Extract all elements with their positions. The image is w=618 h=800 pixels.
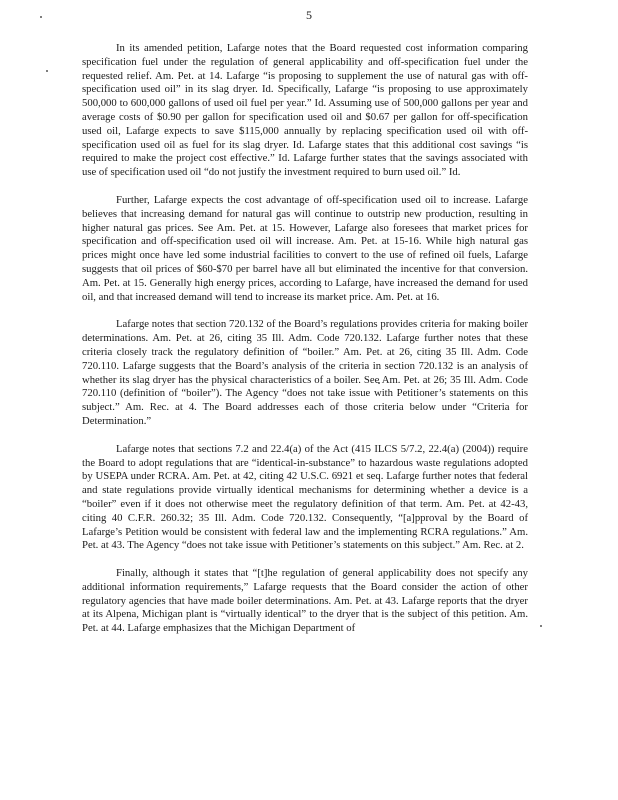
document-body	[82, 42, 528, 649]
paragraph-identical-in-substance: Lafarge notes that sections 7.2 and 22.4(a) of the Act (415 ILCS 5/7.2, 22.4(a) (2004)) require the Board to adopt regulations that are “identical-in-substance” to hazardous waste regulations adopted by USEPA under RCRA. Am. Pet. at 42, citing 42 U.S.C. 6921 et seq. Lafarge further notes that federal and state regulations provide virtually identical mechanisms for determining whether a device is a “boiler” even if it does not otherwise meet the regulatory definition of that term. Am. Pet. at 42-43, citing 40 C.F.R. 260.32; 35 Ill. Adm. Code 720.132. Consequently, “[a]pproval by the Board of Lafarge’s Petition would be consistent with federal law and the implementing RCRA regulations.” Am. Pet. at 43. The Agency “does not take issue with Petitioner’s statements on this subject.” Am. Rec. at 2.	[82, 442, 528, 552]
paragraph-cost-information: In its amended petition, Lafarge notes that the Board requested cost information comparing specification fuel under the regulation of general applicability and off-specification fuel under the requested relief. Am. Pet. at 14. Lafarge “is proposing to supplement the use of natural gas with off-specification used oil” in its slag dryer. Id. Specifically, Lafarge “is proposing to use approximately 500,000 to 600,000 gallons of used oil fuel per year.” Id. Assuming use of 500,000 gallons per year and average costs of $0.90 per gallon for specification used oil and $0.67 per gallon for off-specification used oil, Lafarge expects to save $115,000 annually by replacing specification used oil with off-specification used oil as fuel for its slag dryer. Id. Lafarge states that this additional cost savings “is required to make the project cost effective.” Id. Lafarge further states that the savings associated with use of specification used oil “do not justify the investment required to burn used oil.” Id.	[82, 42, 528, 179]
scan-speck	[46, 70, 48, 72]
paragraph-boiler-criteria: Lafarge notes that section 720.132 of the Board’s regulations provides criteria for making boiler determinations. Am. Pet. at 26, citing 35 Ill. Adm. Code 720.132. Lafarge further notes that these criteria closely track the regulatory definition of “boiler.” Am. Pet. at 26, citing 35 Ill. Adm. Code 720.110. Lafarge suggests that the Board’s analysis of the criteria in section 720.132 is an analysis of whether its slag dryer has the physical characteristics of a boiler. See Am. Pet. at 26; 35 Ill. Adm. Code 720.110 (definition of “boiler”). The Agency “does not take issue with Petitioner’s statements on this subject.” Am. Rec. at 4. The Board addresses each of those criteria below under “Criteria for Determination.”	[82, 318, 528, 427]
scan-speck	[540, 625, 542, 627]
page-number: 5	[306, 8, 312, 22]
paragraph-other-agencies: Finally, although it states that “[t]he regulation of general applicability does not specify any additional information requirements,” Lafarge requests that the Board consider the action of other regulatory agencies that have made boiler determinations. Am. Pet. at 43. Lafarge reports that the dryer at its Alpena, Michigan plant is “virtually identical” to the dryer that is the subject of this petition. Am. Pet. at 44. Lafarge emphasizes that the Michigan Department of	[82, 567, 528, 635]
scan-speck	[40, 16, 42, 18]
paragraph-cost-advantage: Further, Lafarge expects the cost advantage of off-specification used oil to increase. Lafarge believes that increasing demand for natural gas will continue to outstrip new production, resulting in higher natural gas prices. See Am. Pet. at 15. However, Lafarge also foresees that market prices for specification and off-specification used oil will increase. Am. Pet. at 15-16. While high natural gas prices might once have led some industrial facilities to convert to the use of refined oil fuels, Lafarge suggests that oil prices of $60-$70 per barrel have all but eliminated the incentive for that conversion. Am. Pet. at 15. Generally high energy prices, according to Lafarge, have increased the demand for used oil, and that increased demand will tend to increase its market price. Am. Pet. at 16.	[82, 193, 528, 303]
